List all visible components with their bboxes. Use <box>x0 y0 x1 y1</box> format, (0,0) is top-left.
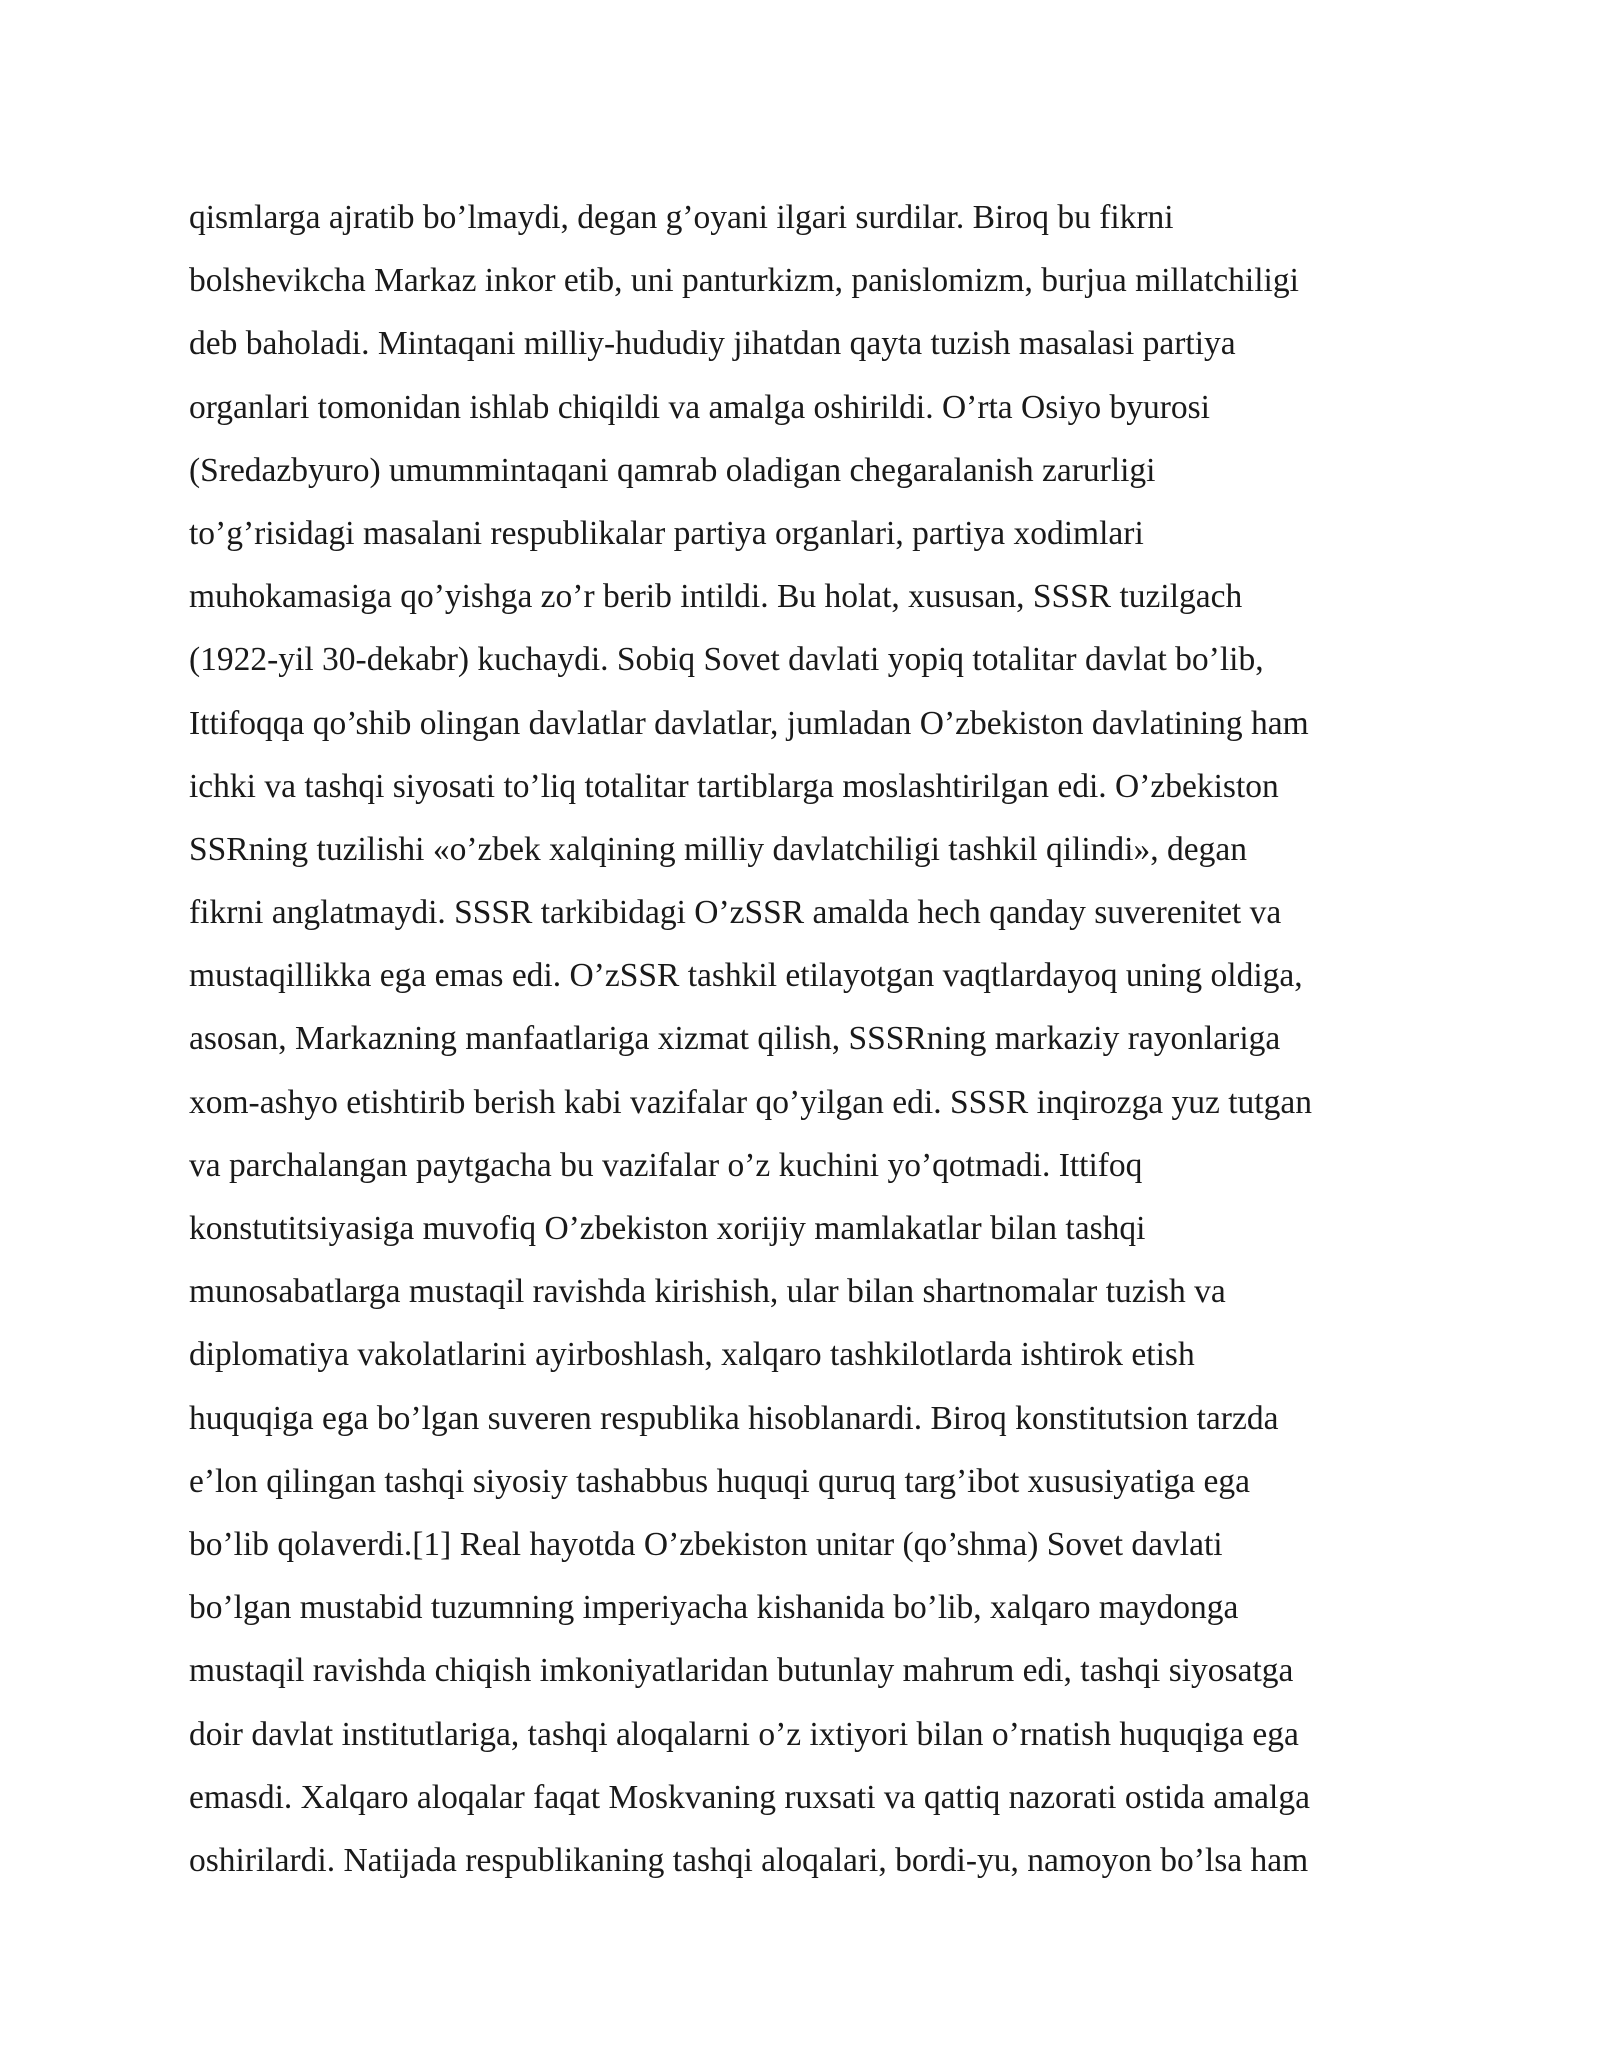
text-line: Ittifoqqa qo’shib olingan davlatlar davlatlar, jumladan O’zbekiston davlatining ham <box>189 704 1309 742</box>
text-line: bo’lib qolaverdi.[1] Real hayotda O’zbekiston unitar (qo’shma) Sovet davlati <box>189 1525 1223 1563</box>
text-line: mustaqillikka ega emas edi. O’zSSR tashkil etilayotgan vaqtlardayoq uning oldiga, <box>189 957 1303 995</box>
text-line: oshirilardi. Natijada respublikaning tashqi aloqalari, bordi-yu, namoyon bo’lsa ham <box>189 1841 1309 1879</box>
text-line: va parchalangan paytgacha bu vazifalar o’z kuchini yo’qotmadi. Ittifoq <box>189 1146 1143 1184</box>
text-line: munosabatlarga mustaqil ravishda kirishish, ular bilan shartnomalar tuzish va <box>189 1273 1226 1311</box>
text-line: SSRning tuzilishi «o’zbek xalqining milliy davlatchiligi tashkil qilindi», degan <box>189 830 1247 868</box>
text-line: doir davlat institutlariga, tashqi aloqalarni o’z ixtiyori bilan o’rnatish huquqiga ega <box>189 1715 1299 1753</box>
text-line: e’lon qilingan tashqi siyosiy tashabbus huquqi quruq targ’ibot xususiyatiga ega <box>189 1462 1251 1500</box>
text-line: bolshevikcha Markaz inkor etib, uni panturkizm, panislomizm, burjua millatchiligi <box>189 262 1299 300</box>
text-line: konstutitsiyasiga muvofiq O’zbekiston xorijiy mamlakatlar bilan tashqi <box>189 1210 1146 1247</box>
text-line: bo’lgan mustabid tuzumning imperiyacha kishanida bo’lib, xalqaro maydonga <box>189 1589 1239 1627</box>
text-line: ichki va tashqi siyosati to’liq totalitar tartiblarga moslashtirilgan edi. O’zbekiston <box>189 767 1279 805</box>
text-line: huquqiga ega bo’lgan suveren respublika hisoblanardi. Biroq konstitutsion tarzda <box>189 1399 1279 1437</box>
text-line: asosan, Markazning manfaatlariga xizmat qilish, SSSRning markaziy rayonlariga <box>189 1020 1281 1058</box>
text-line: deb baholadi. Mintaqani milliy-hududiy jihatdan qayta tuzish masalasi partiya <box>189 325 1236 363</box>
text-line: muhokamasiga qo’yishga zo’r berib intildi. Bu holat, xususan, SSSR tuzilgach <box>189 578 1243 616</box>
text-line: to’g’risidagi masalani respublikalar partiya organlari, partiya xodimlari <box>189 514 1144 552</box>
text-line: organlari tomonidan ishlab chiqildi va amalga oshirildi. O’rta Osiyo byurosi <box>189 388 1210 426</box>
text-line: diplomatiya vakolatlarini ayirboshlash, xalqaro tashkilotlarda ishtirok etish <box>189 1336 1195 1374</box>
text-line: (1922-yil 30-dekabr) kuchaydi. Sobiq Sovet davlati yopiq totalitar davlat bo’lib, <box>189 641 1264 679</box>
text-line: xom-ashyo etishtirib berish kabi vazifalar qo’yilgan edi. SSSR inqirozga yuz tutgan <box>189 1083 1312 1121</box>
text-line: emasdi. Xalqaro aloqalar faqat Moskvaning ruxsati va qattiq nazorati ostida amalga <box>189 1778 1310 1816</box>
text-line: qismlarga ajratib bo’lmaydi, degan g’oyani ilgari surdilar. Biroq bu fikrni <box>189 199 1174 236</box>
text-line: (Sredazbyuro) umummintaqani qamrab oladigan chegaralanish zarurligi <box>189 451 1156 489</box>
text-line: mustaqil ravishda chiqish imkoniyatlaridan butunlay mahrum edi, tashqi siyosatga <box>189 1652 1294 1690</box>
text-line: fikrni anglatmaydi. SSSR tarkibidagi O’zSSR amalda hech qanday suverenitet va <box>189 894 1282 932</box>
body-paragraph <box>189 186 1411 1892</box>
